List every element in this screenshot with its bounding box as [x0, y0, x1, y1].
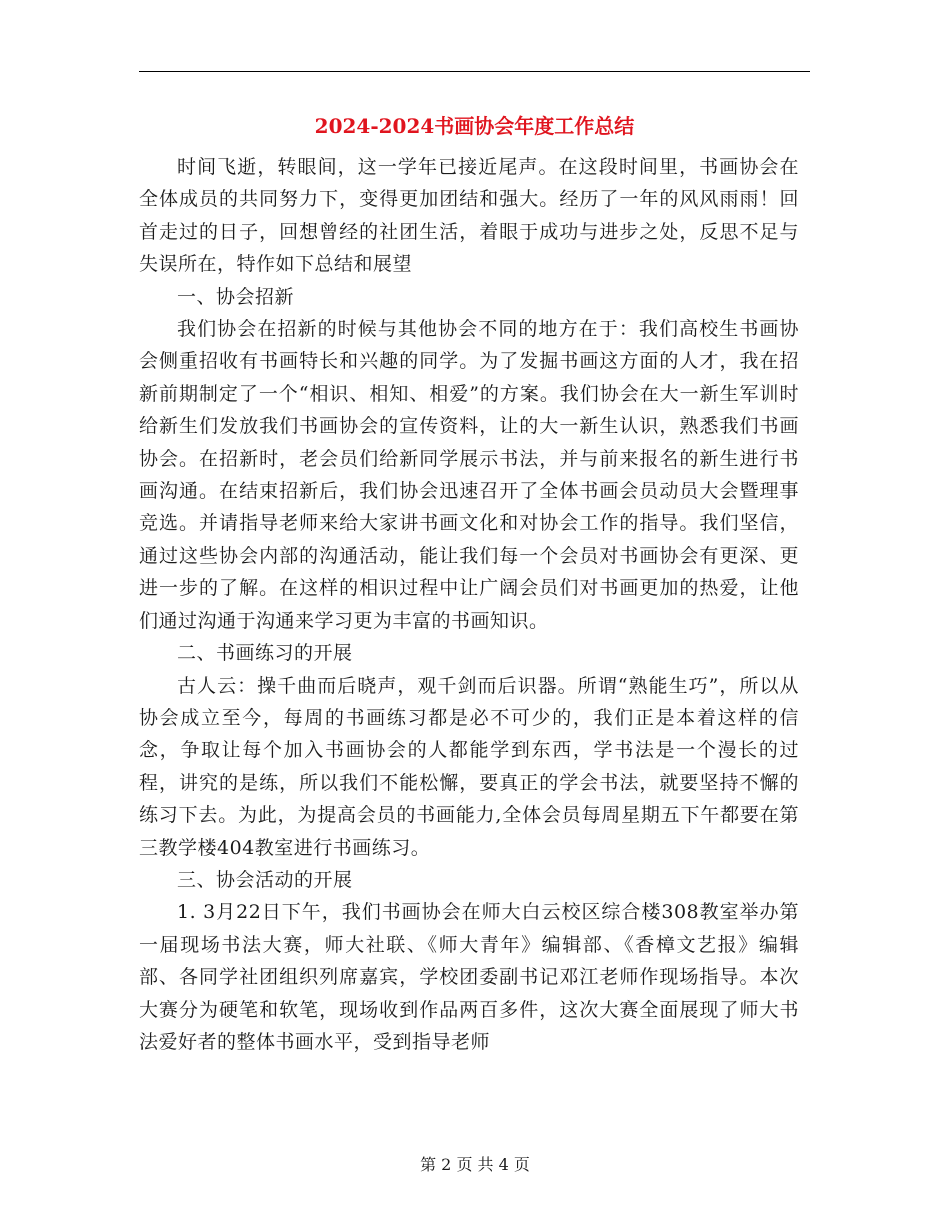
section-heading-activities: 三、协会活动的开展	[177, 868, 353, 891]
document-body	[139, 151, 799, 1058]
section-heading-recruitment: 一、协会招新	[177, 285, 295, 308]
document-title: 2024-2024书画协会年度工作总结	[314, 114, 635, 138]
header-rule	[139, 71, 810, 72]
intro-paragraph: 时间飞逝，转眼间，这一学年已接近尾声。在这段时间里，书画协会在全体成员的共同努力下，变得更加团结和强大。经历了一年的风风雨雨！回首走过的日子，回想曾经的社团生活，着眼于成功与进步之处，反思不足与失误所在，特作如下总结和展望	[139, 156, 799, 276]
section-paragraph-recruitment: 我们协会在招新的时候与其他协会不同的地方在于：我们高校生书画协会侧重招收有书画特长和兴趣的同学。为了发掘书画这方面的人才，我在招新前期制定了一个“相识、相知、相爱”的方案。我们协会在大一新生军训时给新生们发放我们书画协会的宣传资料，让的大一新生认识，熟悉我们书画协会。在招新时，老会员们给新同学展示书法，并与前来报名的新生进行书画沟通。在结束招新后，我们协会迅速召开了全体书画会员动员大会暨理事竞选。并请指导老师来给大家讲书画文化和对协会工作的指导。我们坚信，通过这些协会内部的沟通活动，能让我们每一个会员对书画协会有更深、更进一步的了解。在这样的相识过程中让广阔会员们对书画更加的热爱，让他们通过沟通于沟通来学习更为丰富的书画知识。	[139, 318, 799, 632]
section-paragraph-practice: 古人云：操千曲而后晓声，观千剑而后识器。所谓“熟能生巧”，所以从协会成立至今，每周的书画练习都是必不可少的，我们正是本着这样的信念，争取让每个加入书画协会的人都能学到东西，学书法是一个漫长的过程，讲究的是练，所以我们不能松懈，要真正的学会书法，就要坚持不懈的练习下去。为此，为提高会员的书画能力,全体会员每周星期五下午都要在第三教学楼404教室进行书画练习。	[139, 674, 799, 859]
page-number: 第 2 页 共 4 页	[420, 1155, 530, 1174]
section-heading-practice: 二、书画练习的开展	[177, 642, 353, 665]
section-paragraph-activities: 1. 3月22日下午，我们书画协会在师大白云校区综合楼308教室举办第一届现场书法大赛，师大社联、《师大青年》编辑部、《香樟文艺报》编辑部、各同学社团组织列席嘉宾，学校团委副书记邓江老师作现场指导。本次大赛分为硬笔和软笔，现场收到作品两百多件，这次大赛全面展现了师大书法爱好者的整体书画水平，受到指导老师	[139, 901, 799, 1053]
